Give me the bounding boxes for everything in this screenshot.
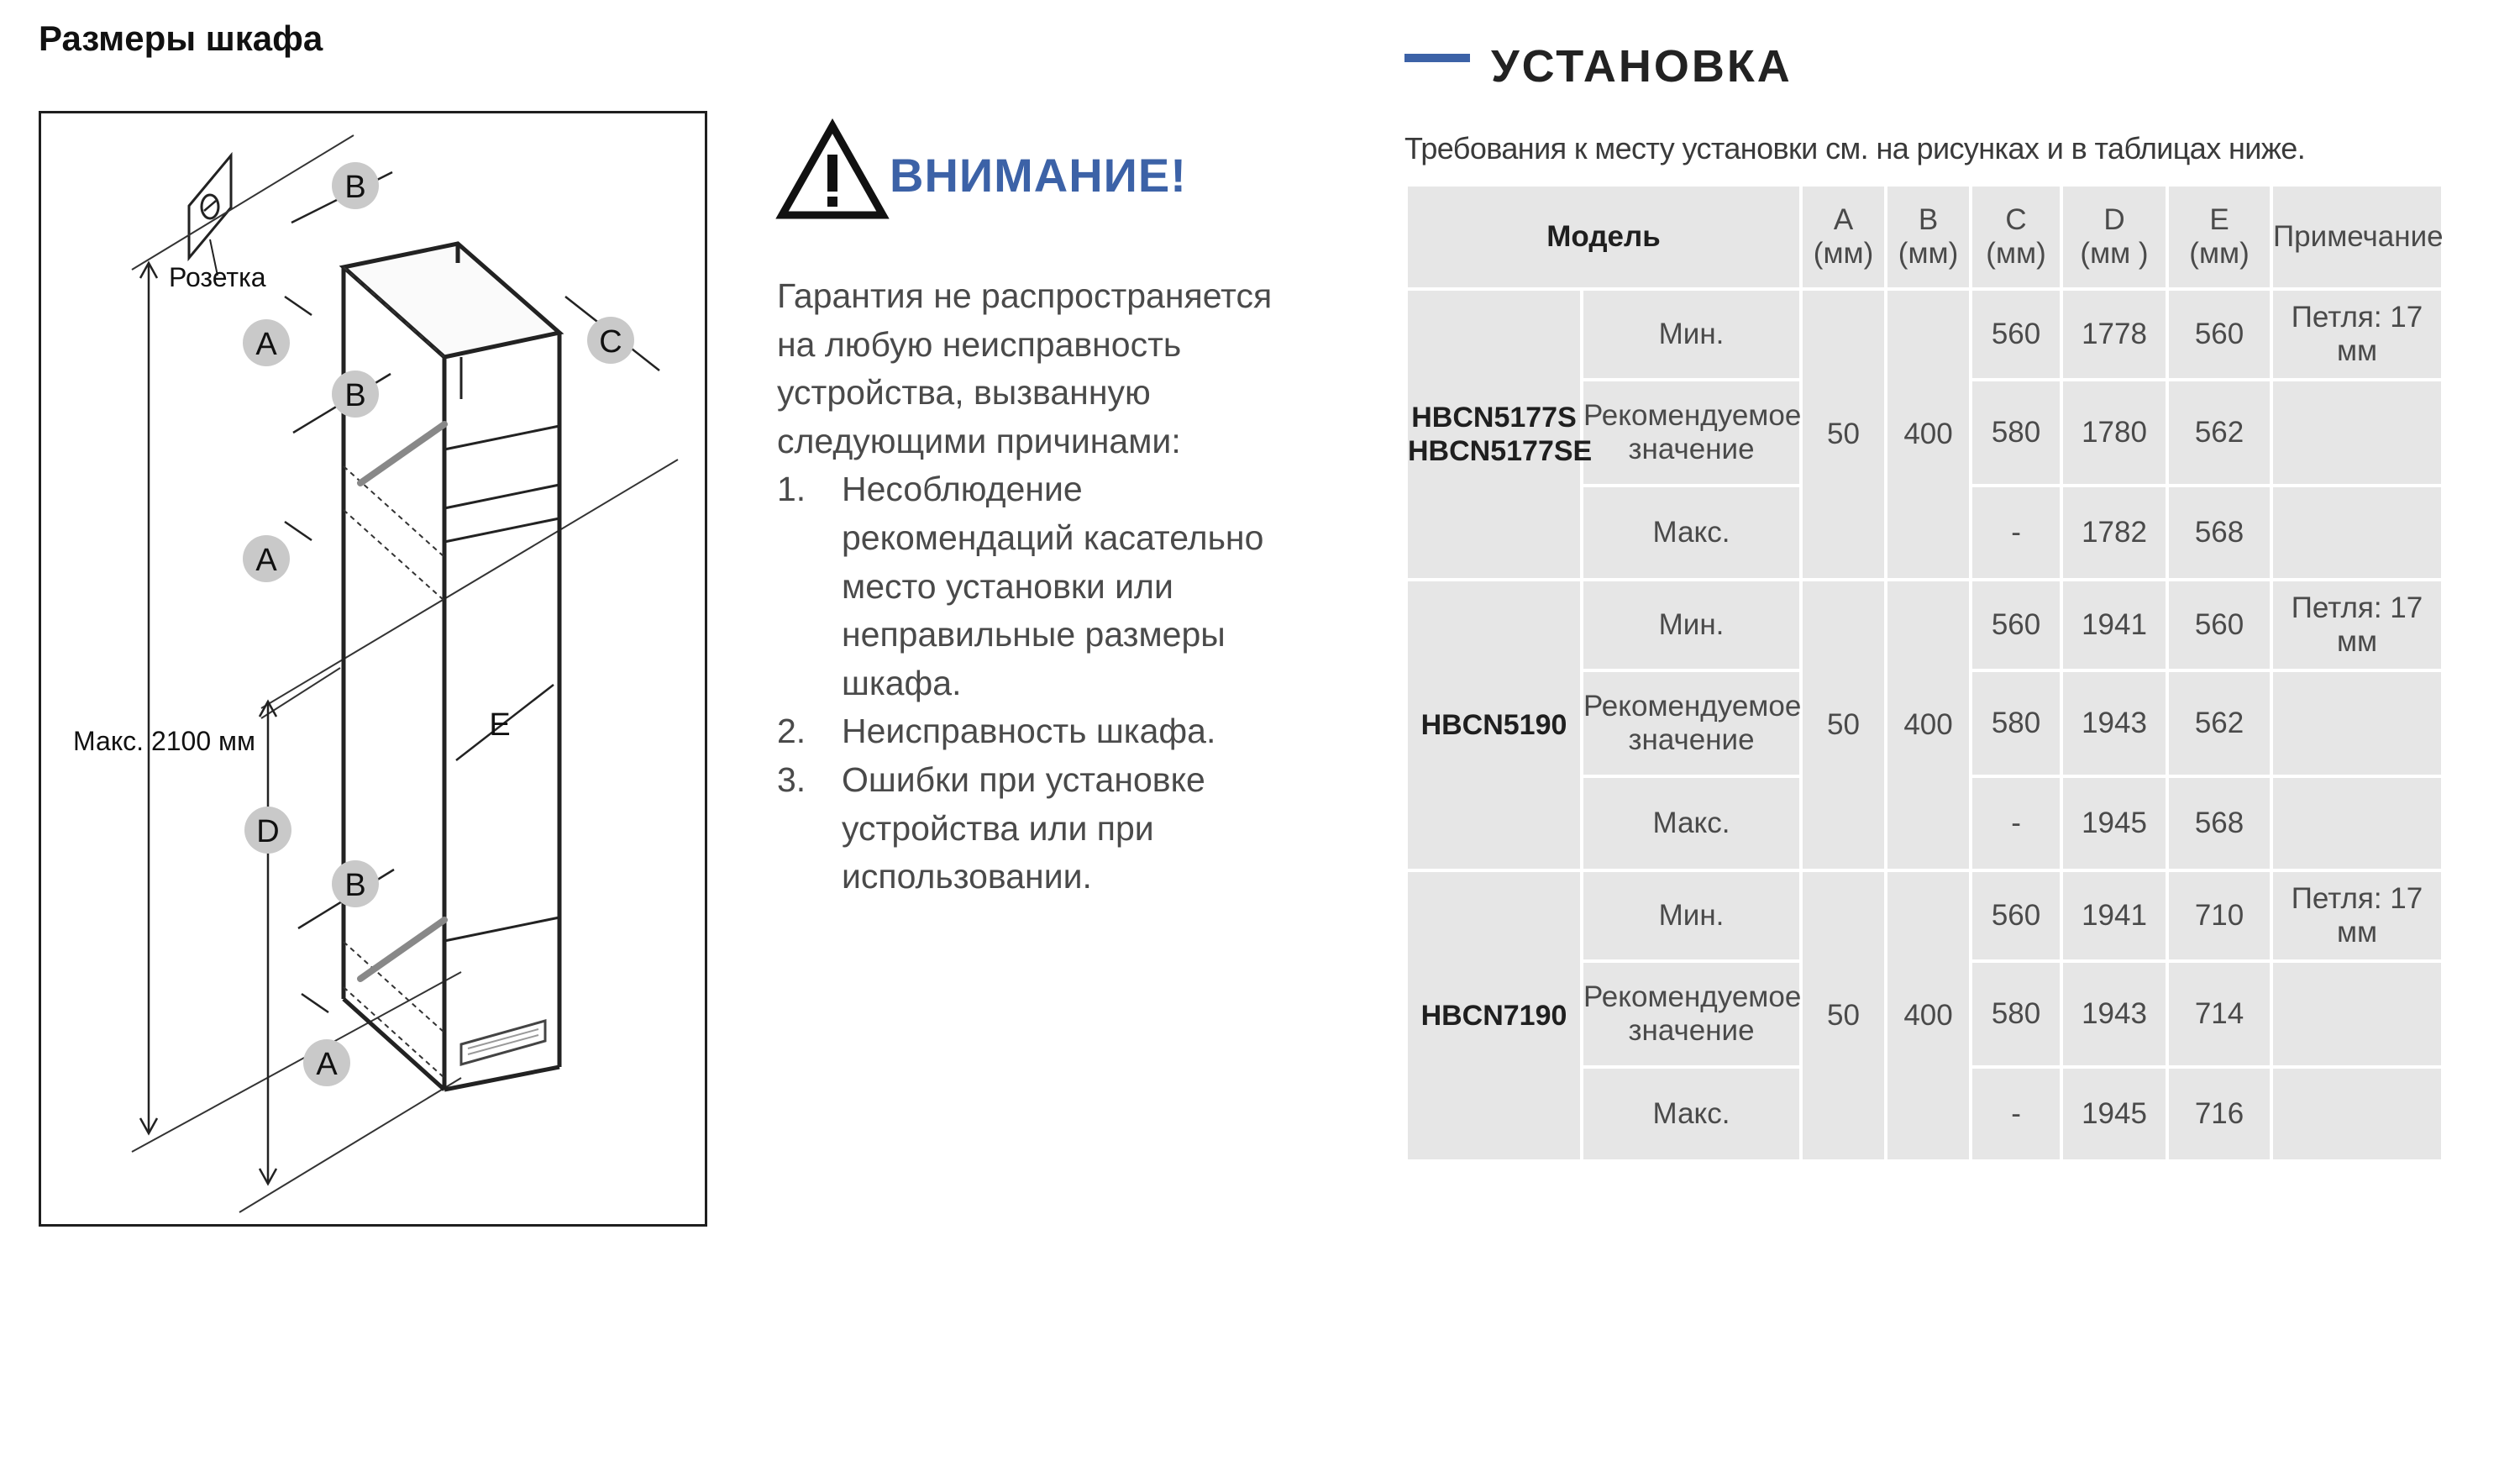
max-height-label: Макс. 2100 мм xyxy=(73,726,256,756)
dim-marker-a-top xyxy=(243,319,290,366)
value-d: 1941 xyxy=(2061,870,2167,961)
dim-marker-d xyxy=(244,807,291,854)
value-e: 560 xyxy=(2167,580,2271,670)
header-b: B (мм) xyxy=(1886,185,1971,289)
value-d: 1941 xyxy=(2061,580,2167,670)
value-d: 1945 xyxy=(2061,776,2167,870)
reason-item xyxy=(777,707,1315,756)
header-note: Примечание xyxy=(2271,185,2443,289)
value-note xyxy=(2271,380,2443,486)
header-a: A (мм) xyxy=(1801,185,1886,289)
value-c: 560 xyxy=(1971,870,2061,961)
reason-text: Неисправность шкафа. xyxy=(842,712,1216,751)
dim-marker-a-mid xyxy=(243,535,290,582)
value-c: 580 xyxy=(1971,670,2061,776)
cabinet-dimensions-title: Размеры шкафа xyxy=(39,18,323,58)
row-label: Макс. xyxy=(1582,776,1801,870)
row-label: Макс. xyxy=(1582,486,1801,580)
value-note xyxy=(2271,486,2443,580)
svg-text:B: B xyxy=(344,378,366,413)
row-label: Рекомендуемое значение xyxy=(1582,380,1801,486)
reason-number: 2. xyxy=(777,712,806,751)
dim-marker-b-top xyxy=(332,162,379,209)
section-accent-bar xyxy=(1404,54,1470,62)
value-note xyxy=(2271,670,2443,776)
dim-marker-b-mid xyxy=(332,371,379,418)
value-e: 568 xyxy=(2167,486,2271,580)
reason-number: 1. xyxy=(777,470,806,509)
value-e: 568 xyxy=(2167,776,2271,870)
value-b: 400 xyxy=(1886,289,1971,580)
warning-title: ВНИМАНИЕ! xyxy=(890,149,1187,202)
warning-section xyxy=(777,118,1315,901)
table-row xyxy=(1406,870,2443,961)
value-note xyxy=(2271,1067,2443,1161)
warning-reasons-list xyxy=(777,465,1315,901)
dim-marker-b-low xyxy=(332,860,379,907)
value-note xyxy=(2271,961,2443,1067)
value-e: 562 xyxy=(2167,380,2271,486)
section-heading: УСТАНОВКА xyxy=(1491,41,1793,92)
value-e: 562 xyxy=(2167,670,2271,776)
dimension-lines xyxy=(140,172,659,1184)
value-c: 560 xyxy=(1971,289,2061,380)
value-a: 50 xyxy=(1801,580,1886,870)
svg-text:D: D xyxy=(256,814,280,849)
value-note: Петля: 17 мм xyxy=(2271,870,2443,961)
installation-spec-table xyxy=(1404,183,2444,1163)
value-c: 580 xyxy=(1971,380,2061,486)
value-d: 1782 xyxy=(2061,486,2167,580)
value-b: 400 xyxy=(1886,870,1971,1161)
value-c: - xyxy=(1971,486,2061,580)
svg-text:B: B xyxy=(344,170,366,205)
svg-text:E: E xyxy=(489,707,511,743)
svg-text:A: A xyxy=(255,543,277,578)
warning-intro: Гарантия не распространяется на любую неисправность устройства, вызванную следующими причинами: xyxy=(777,276,1273,460)
svg-text:B: B xyxy=(344,868,366,903)
value-d: 1945 xyxy=(2061,1067,2167,1161)
section-heading-clip xyxy=(1491,34,1793,92)
reason-text: Ошибки при установке устройства или при использовании. xyxy=(842,759,1205,896)
socket-label: Розетка xyxy=(169,262,266,292)
value-d: 1943 xyxy=(2061,670,2167,776)
cabinet-drawing xyxy=(41,113,705,1224)
header-d: D (мм ) xyxy=(2061,185,2167,289)
model-cell: HBCN7190 xyxy=(1406,870,1582,1161)
cabinet-diagram xyxy=(39,111,707,1227)
dim-marker-c xyxy=(587,317,634,364)
value-a: 50 xyxy=(1801,870,1886,1161)
value-c: - xyxy=(1971,776,2061,870)
value-b: 400 xyxy=(1886,580,1971,870)
row-label: Рекомендуемое значение xyxy=(1582,670,1801,776)
reason-number: 3. xyxy=(777,759,806,799)
reason-item xyxy=(777,465,1315,707)
value-c: 580 xyxy=(1971,961,2061,1067)
value-c: 560 xyxy=(1971,580,2061,670)
cabinet-body xyxy=(344,244,559,1090)
row-label: Макс. xyxy=(1582,1067,1801,1161)
value-c: - xyxy=(1971,1067,2061,1161)
header-c: C (мм) xyxy=(1971,185,2061,289)
header-model: Модель xyxy=(1406,185,1801,289)
dim-marker-a-low xyxy=(303,1039,350,1086)
row-label: Рекомендуемое значение xyxy=(1582,961,1801,1067)
value-a: 50 xyxy=(1801,289,1886,580)
reason-item xyxy=(777,756,1315,901)
svg-text:C: C xyxy=(599,324,622,360)
dim-marker-e xyxy=(489,707,510,743)
model-cell: HBCN5177S HBCN5177SE xyxy=(1406,289,1582,580)
svg-text:A: A xyxy=(316,1047,338,1082)
value-note: Петля: 17 мм xyxy=(2271,580,2443,670)
installation-intro: Требования к месту установки см. на рисунках и в таблицах ниже. xyxy=(1404,131,2306,166)
value-d: 1778 xyxy=(2061,289,2167,380)
value-d: 1943 xyxy=(2061,961,2167,1067)
row-label: Мин. xyxy=(1582,580,1801,670)
cabinet-shelves xyxy=(444,357,559,941)
reason-text: Несоблюдение рекомендаций касательно место установки или неправильные размеры шкафа. xyxy=(842,470,1264,702)
vent-grille xyxy=(461,1021,545,1064)
value-e: 716 xyxy=(2167,1067,2271,1161)
socket-icon xyxy=(189,155,231,276)
table-row xyxy=(1406,580,2443,670)
warning-triangle-icon xyxy=(777,121,888,220)
model-cell: HBCN5190 xyxy=(1406,580,1582,870)
value-d: 1780 xyxy=(2061,380,2167,486)
row-label: Мин. xyxy=(1582,289,1801,380)
row-label: Мин. xyxy=(1582,870,1801,961)
svg-text:A: A xyxy=(255,327,277,362)
header-e: E (мм) xyxy=(2167,185,2271,289)
value-note xyxy=(2271,776,2443,870)
value-e: 714 xyxy=(2167,961,2271,1067)
table-row xyxy=(1406,289,2443,380)
table-header-row xyxy=(1406,185,2443,289)
value-e: 710 xyxy=(2167,870,2271,961)
value-e: 560 xyxy=(2167,289,2271,380)
value-note: Петля: 17 мм xyxy=(2271,289,2443,380)
